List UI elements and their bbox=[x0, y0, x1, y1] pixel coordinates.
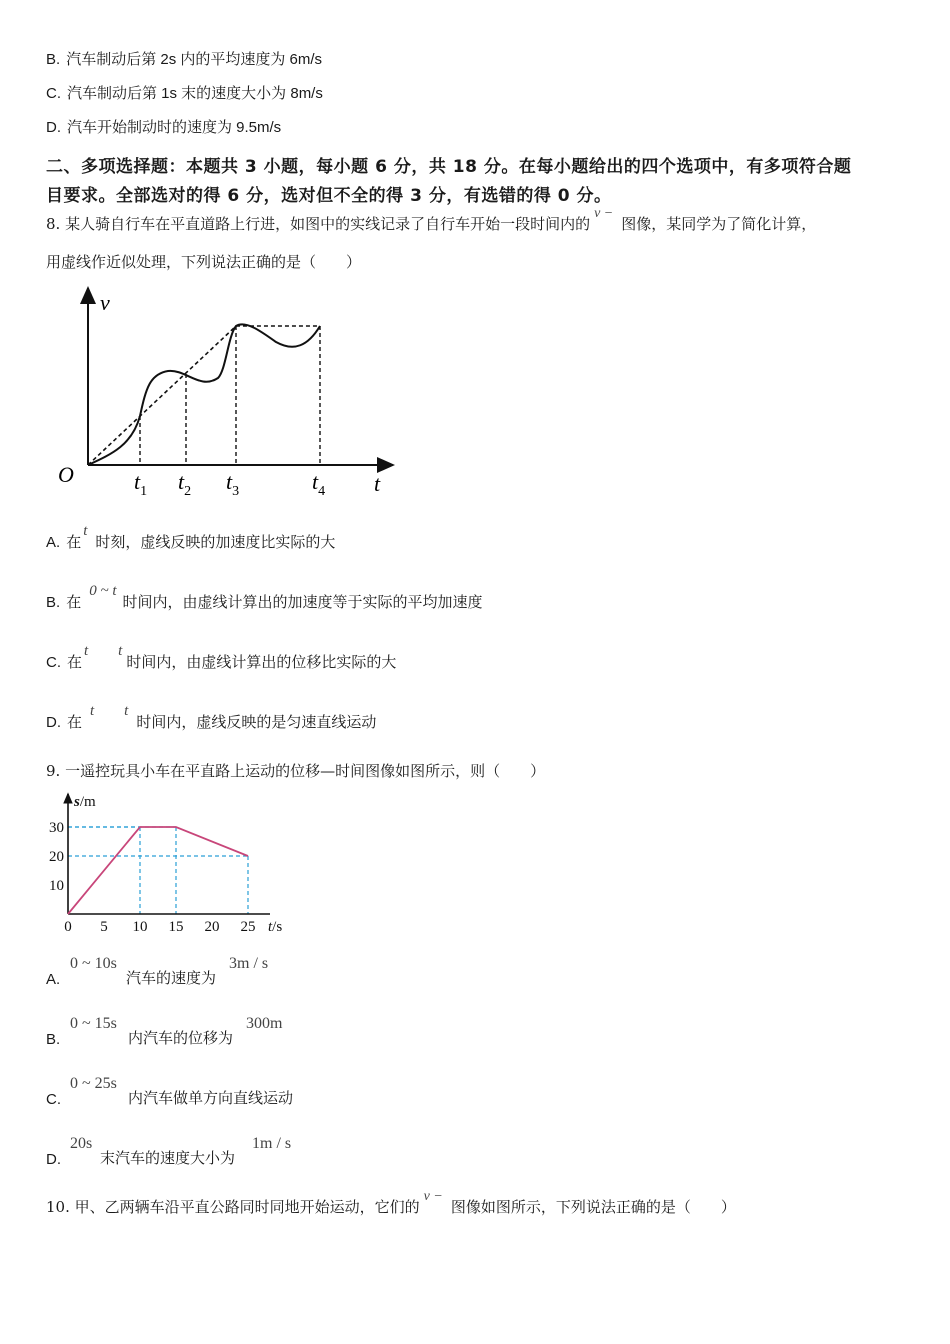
q9-x-tick-label: 10 bbox=[132, 919, 148, 935]
option-math: t bbox=[83, 523, 88, 539]
q8-origin-label: O bbox=[58, 462, 74, 487]
option-pre: 在 bbox=[66, 533, 82, 551]
option-math-2: 300m bbox=[246, 1015, 283, 1032]
option-text: 汽车制动后第 2s 内的平均速度为 6m/s bbox=[66, 51, 323, 68]
section-heading-line2: 目要求。全部选对的得 6 分，选对但不全的得 3 分，有选错的得 0 分。 bbox=[46, 186, 612, 206]
option-label: B. bbox=[46, 1031, 61, 1048]
q8-vt-graph bbox=[50, 280, 410, 505]
q8-actual-curve bbox=[88, 324, 320, 465]
q8-option-b bbox=[46, 583, 483, 613]
q9-x-tick-label: 20 bbox=[204, 919, 220, 935]
option-text: 汽车制动后第 1s 末的速度大小为 8m/s bbox=[67, 85, 323, 102]
q8-x-label: t bbox=[374, 471, 381, 496]
q8-stem-text: 8. 某人骑自行车在平直道路上行进，如图中的实线记录了自行车开始一段时间内的 bbox=[46, 215, 591, 233]
q9-x-tick-label: 15 bbox=[168, 919, 184, 935]
option-text: 时间内，虚线反映的是匀速直线运动 bbox=[136, 713, 377, 731]
option-math: t t bbox=[84, 643, 123, 659]
option-math: 0 ~ t bbox=[89, 583, 117, 599]
option-text: 时刻，虚线反映的加速度比实际的大 bbox=[95, 533, 336, 551]
option-label: D. bbox=[46, 119, 61, 136]
q8-y-label: v bbox=[100, 290, 110, 315]
option-math: 20s bbox=[70, 1135, 93, 1152]
option-pre: 在 bbox=[67, 653, 83, 671]
option-label: A. bbox=[46, 971, 61, 988]
option-label: C. bbox=[46, 654, 61, 671]
q9-data-line bbox=[68, 827, 248, 914]
option-text: 汽车的速度为 bbox=[126, 969, 217, 987]
q9-y-tick-label: 10 bbox=[49, 878, 64, 894]
option-text: 时间内，由虚线计算出的加速度等于实际的平均加速度 bbox=[122, 593, 483, 611]
q8-option-a bbox=[46, 523, 336, 553]
q8-stem-text-2: 图像，某同学为了简化计算， bbox=[621, 215, 817, 233]
option-label: B. bbox=[46, 594, 61, 611]
option-math-2: 3m / s bbox=[229, 955, 269, 972]
q10-stem bbox=[46, 1189, 736, 1219]
q8-stem-line2: 用虚线作近似处理，下列说法正确的是（ ） bbox=[46, 253, 362, 271]
q9-stem: 9. 一遥控玩具小车在平直路上运动的位移—时间图像如图所示，则（ ） bbox=[46, 762, 546, 780]
q9-x-tick-label: 5 bbox=[100, 919, 108, 935]
option-math: t t bbox=[90, 703, 129, 719]
q9-x-axis-label: t/s bbox=[268, 919, 283, 935]
q9-y-axis-label: s/m bbox=[74, 794, 96, 810]
q7-option-b bbox=[46, 50, 322, 70]
option-math-2: 1m / s bbox=[252, 1135, 292, 1152]
q9-y-tick-label: 30 bbox=[49, 820, 64, 836]
q7-option-d bbox=[46, 118, 281, 138]
q8-tick-t2: $t_2$ bbox=[178, 469, 192, 499]
q9-y-tick-label: 20 bbox=[49, 849, 64, 865]
option-label: D. bbox=[46, 1151, 61, 1168]
option-text: 时间内，由虚线计算出的位移比实际的大 bbox=[126, 653, 397, 671]
q10-stem-text-2: 图像如图所示，下列说法正确的是（ ） bbox=[450, 1198, 736, 1216]
option-label: C. bbox=[46, 85, 61, 102]
option-text: 汽车开始制动时的速度为 9.5m/s bbox=[67, 119, 282, 136]
q8-tick-t3: $t_3$ bbox=[226, 469, 240, 499]
q8-option-c bbox=[46, 643, 397, 673]
q8-tick-t4: $t_4$ bbox=[312, 469, 326, 499]
q9-x-tick-label: 0 bbox=[64, 919, 72, 935]
q9-st-chart bbox=[40, 788, 300, 940]
option-label: B. bbox=[46, 51, 61, 68]
q9-x-tick-label: 25 bbox=[240, 919, 256, 935]
option-math: 0 ~ 10s bbox=[70, 955, 117, 972]
option-pre: 在 bbox=[66, 593, 82, 611]
q10-stem-math: v − bbox=[423, 1189, 443, 1204]
option-math: 0 ~ 25s bbox=[70, 1075, 117, 1092]
q8-option-d bbox=[46, 703, 377, 733]
section-heading-line1: 二、多项选择题：本题共 3 小题，每小题 6 分，共 18 分。在每小题给出的四个选项中，有多项符合题 bbox=[46, 157, 852, 177]
q7-option-c bbox=[46, 84, 323, 104]
option-label: A. bbox=[46, 534, 61, 551]
option-label: C. bbox=[46, 1091, 61, 1108]
option-text: 内汽车做单方向直线运动 bbox=[128, 1089, 294, 1107]
q8-tick-t1: $t_1$ bbox=[134, 469, 148, 499]
option-text: 内汽车的位移为 bbox=[128, 1029, 234, 1047]
option-text: 末汽车的速度大小为 bbox=[100, 1149, 236, 1167]
option-pre: 在 bbox=[67, 713, 83, 731]
option-label: D. bbox=[46, 714, 61, 731]
option-math: 0 ~ 15s bbox=[70, 1015, 117, 1032]
q8-stem-math: v − bbox=[594, 206, 614, 221]
q8-stem-line1 bbox=[46, 206, 817, 236]
q10-stem-text: 10. 甲、乙两辆车沿平直公路同时同地开始运动，它们的 bbox=[46, 1198, 420, 1216]
